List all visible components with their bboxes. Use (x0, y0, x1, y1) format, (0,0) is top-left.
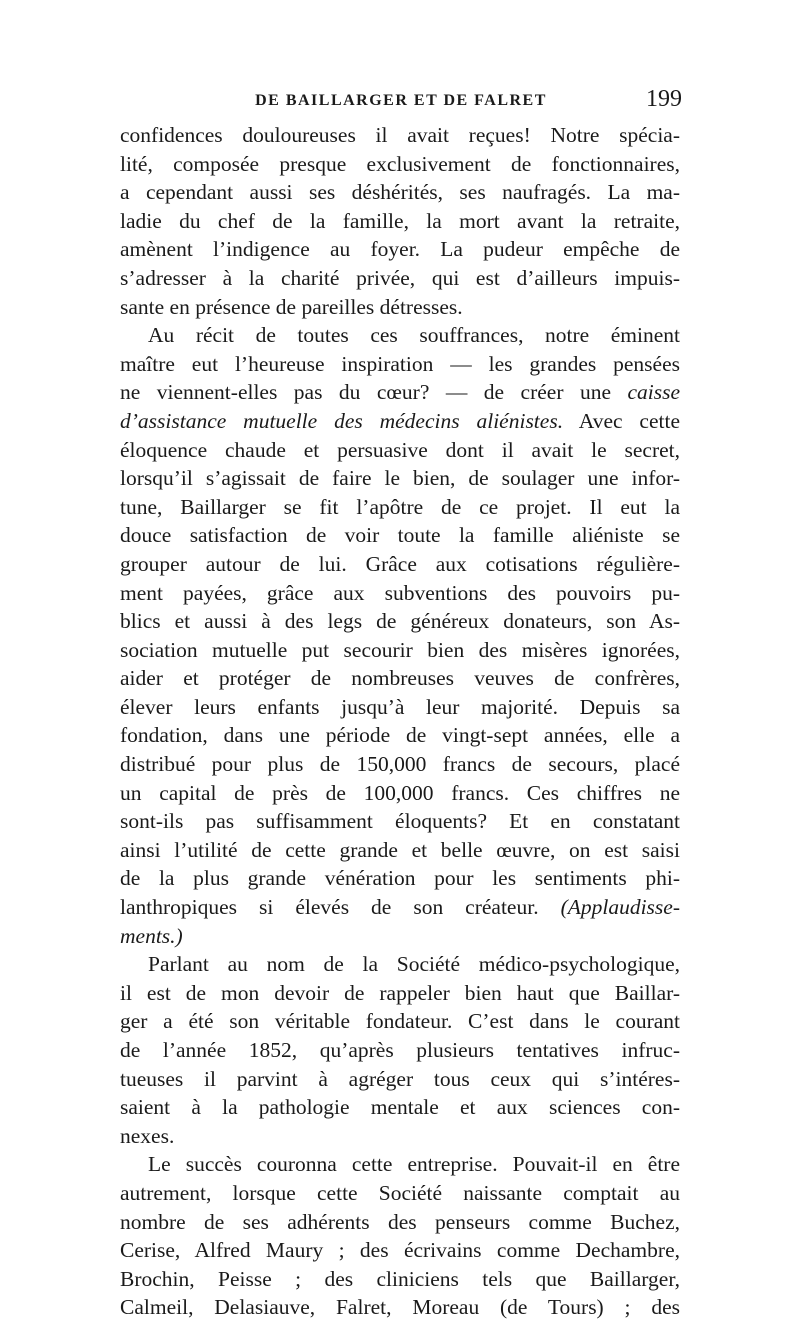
text-line: il est de mon devoir de rappeler bien haut que Baillar- (120, 980, 680, 1005)
text-line: de l’année 1852, qu’après plusieurs tentatives infruc- (120, 1038, 680, 1062)
text-line: a cependant aussi ses déshérités, ses naufragés. La ma- (120, 180, 680, 205)
text-line: nombre de ses adhérents des penseurs comme Buchez, (120, 1209, 680, 1234)
text-line: Brochin, Peisse ; des cliniciens tels que Baillarger, (120, 1266, 680, 1291)
text-line: sociation mutuelle put secourir bien des misères ignorées, (120, 637, 680, 662)
text-line: Le succès couronna cette entreprise. Pouvait-il en être (148, 1152, 680, 1177)
text-line: ainsi l’utilité de cette grande et belle œuvre, on est saisi (120, 837, 680, 862)
text-line: ments.) (120, 923, 183, 948)
text-segment: ne viennent-elles pas du cœur? — de créer une (120, 380, 611, 405)
paragraph (120, 121, 680, 321)
body-text (120, 121, 680, 1322)
page-header (120, 86, 682, 116)
text-line: Calmeil, Delasiauve, Falret, Moreau (de Tours) ; des (120, 1295, 680, 1320)
text-line (120, 893, 680, 922)
text-line: lité, composée presque exclusivement de fonctionnaires, (120, 151, 680, 176)
text-line: ger a été son véritable fondateur. C’est dans le courant (120, 1009, 680, 1034)
text-line: Parlant au nom de la Société médico-psychologique, (148, 952, 680, 977)
text-line: tune, Baillarger se fit l’apôtre de ce projet. Il eut la (120, 494, 680, 519)
text-line: distribué pour plus de 150,000 francs de secours, placé (120, 752, 680, 777)
text-line: ladie du chef de la famille, la mort avant la retraite, (120, 208, 680, 233)
text-line: tueuses il parvint à agréger tous ceux qui s’intéres- (120, 1066, 680, 1091)
text-line: un capital de près de 100,000 francs. Ces chiffres ne (120, 780, 680, 805)
text-line (120, 407, 680, 436)
text-line: s’adresser à la charité privée, qui est d’ailleurs impuis- (120, 265, 680, 290)
text-line: maître eut l’heureuse inspiration — les grandes pensées (120, 351, 680, 376)
text-line: Au récit de toutes ces souffrances, notre éminent (148, 323, 680, 348)
text-line: amènent l’indigence au foyer. La pudeur empêche de (120, 237, 680, 262)
text-line: fondation, dans une période de vingt-sept années, elle a (120, 723, 680, 748)
text-line: sante en présence de pareilles détresses. (120, 294, 463, 319)
text-line (120, 378, 680, 407)
text-segment: Avec cette (578, 408, 680, 433)
running-title: DE BAILLARGER ET DE FALRET (255, 92, 547, 109)
text-line: nexes. (120, 1123, 175, 1148)
text-line: de la plus grande vénération pour les sentiments phi- (120, 866, 680, 891)
text-line: blics et aussi à des legs de généreux donateurs, son As- (120, 609, 680, 634)
paragraph (120, 1150, 680, 1322)
italic-text: d’assistance mutuelle des médecins aliénistes. (120, 408, 564, 433)
text-line: confidences douloureuses il avait reçues! Notre spécia- (120, 123, 680, 147)
page-number: 199 (646, 86, 682, 112)
italic-text: (Applaudisse- (560, 895, 680, 920)
text-line: Cerise, Alfred Maury ; des écrivains comme Dechambre, (120, 1238, 680, 1263)
text-line: autrement, lorsque cette Société naissante comptait au (120, 1180, 680, 1205)
paragraph (120, 321, 680, 950)
text-line: lorsqu’il s’agissait de faire le bien, de soulager une infor- (120, 466, 680, 491)
text-line: grouper autour de lui. Grâce aux cotisations régulière- (120, 551, 680, 576)
text-line: élever leurs enfants jusqu’à leur majorité. Depuis sa (120, 694, 680, 719)
italic-text: caisse (627, 380, 681, 405)
text-line: sont-ils pas suffisamment éloquents? Et en constatant (120, 809, 680, 834)
paragraph (120, 950, 680, 1150)
text-segment: lanthropiques si élevés de son créateur. (120, 895, 539, 920)
text-line: éloquence chaude et persuasive dont il avait le secret, (120, 437, 680, 462)
text-line: saient à la pathologie mentale et aux sciences con- (120, 1095, 680, 1120)
text-line: ment payées, grâce aux subventions des pouvoirs pu- (120, 580, 680, 605)
text-line: douce satisfaction de voir toute la famille aliéniste se (120, 523, 680, 548)
text-line: aider et protéger de nombreuses veuves de confrères, (120, 666, 680, 691)
